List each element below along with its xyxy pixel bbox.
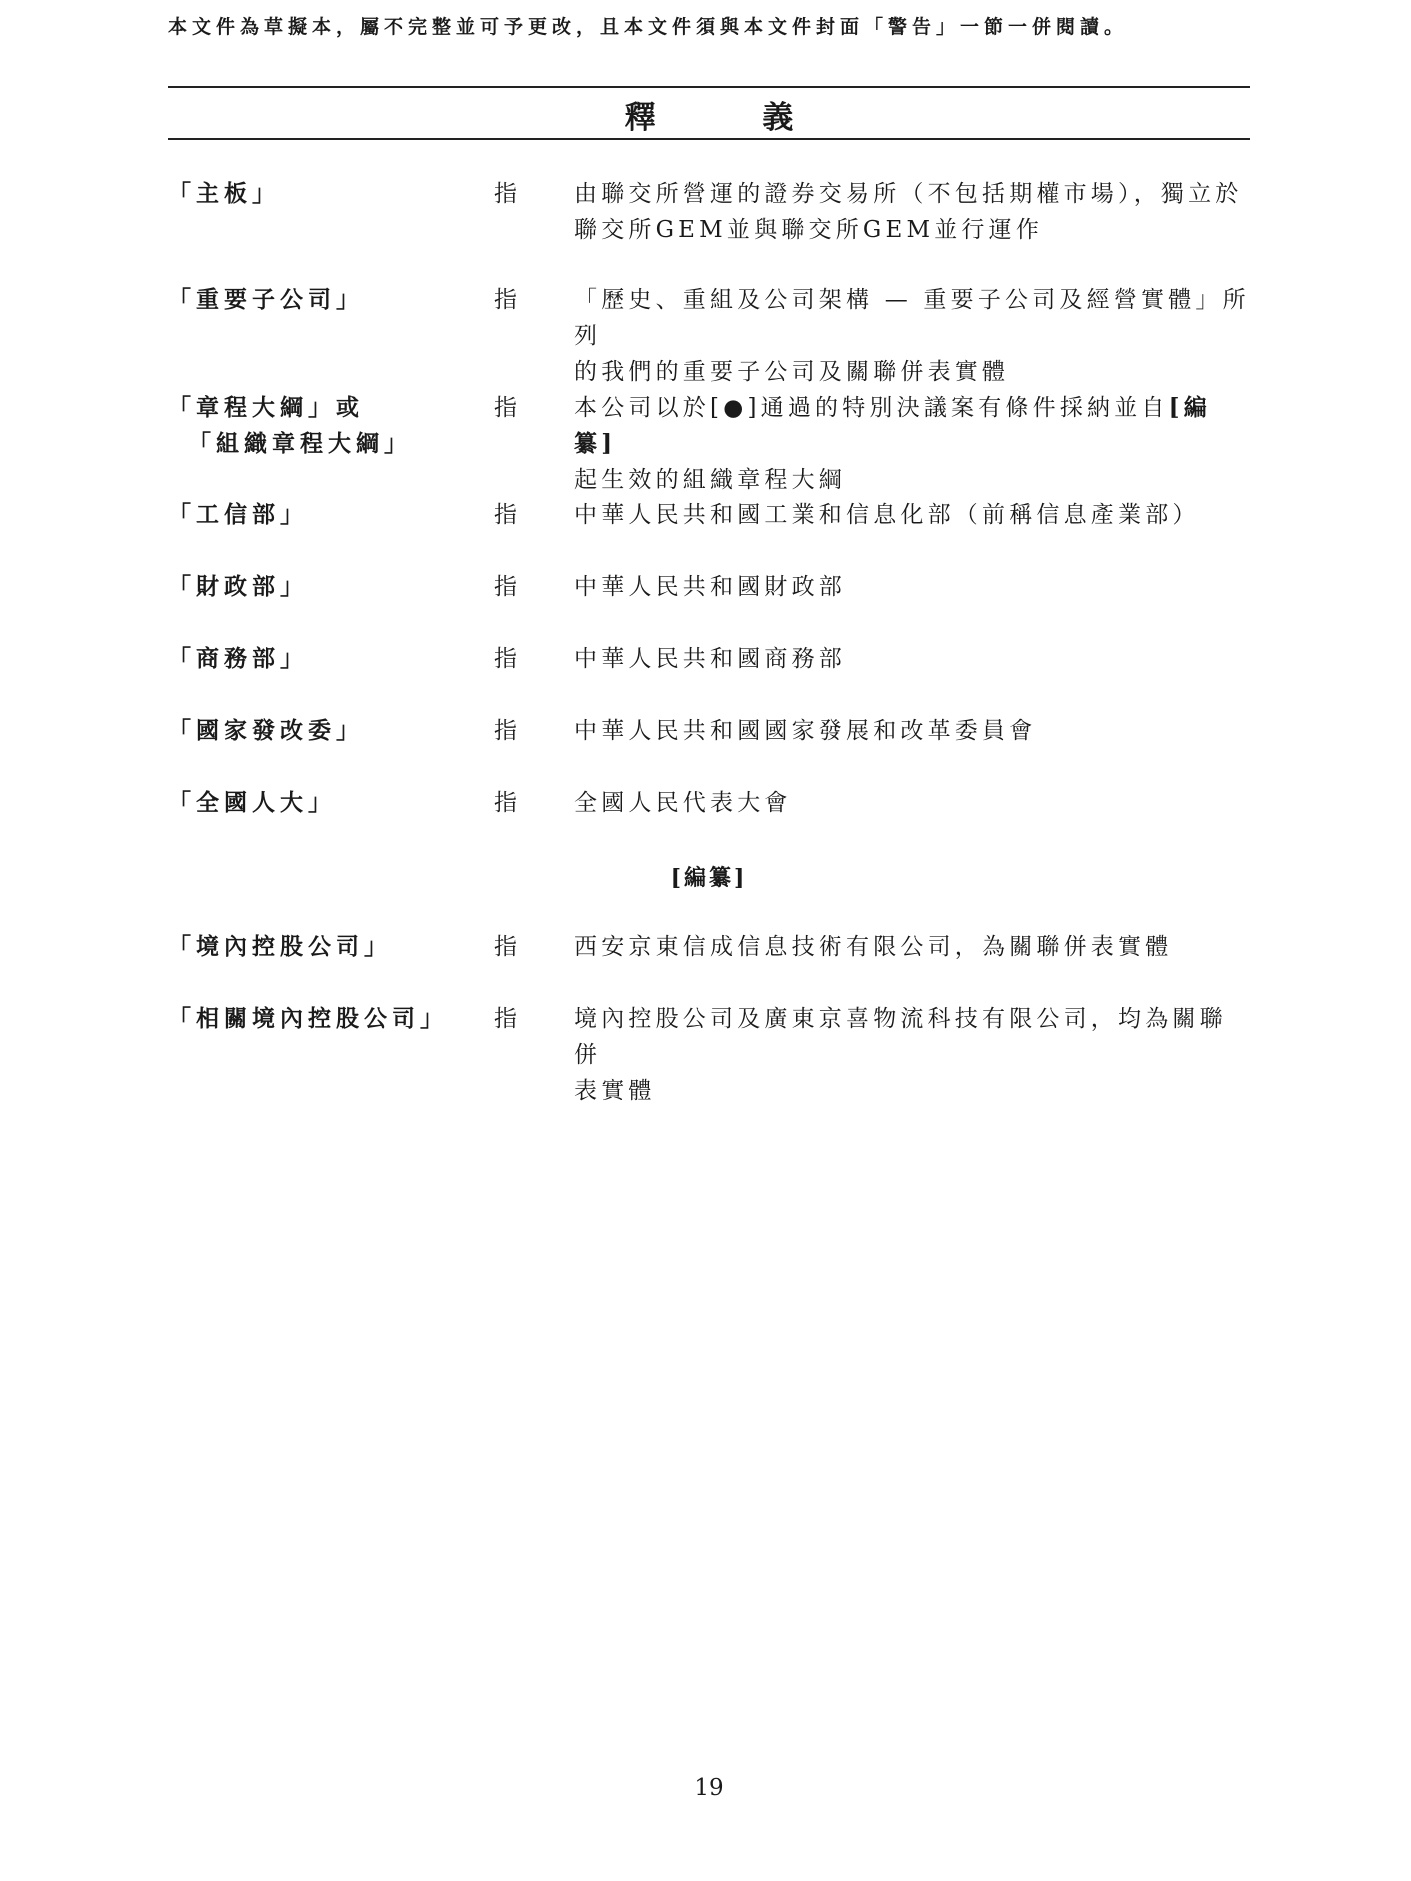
definition-text: 中華人民共和國工業和信息化部（前稱信息產業部） bbox=[574, 502, 1200, 528]
defined-term: 「主板」 bbox=[168, 180, 280, 207]
means-label: 指 bbox=[494, 790, 517, 816]
definition-text: 由聯交所營運的證券交易所（不包括期權市場），獨立於 聯交所GEM並與聯交所GEM並行運作 bbox=[574, 181, 1243, 243]
definition-text: 全國人民代表大會 bbox=[574, 790, 792, 816]
redacted-marker: [編纂] bbox=[670, 865, 748, 891]
defined-term: 「相關境內控股公司」 bbox=[168, 1005, 448, 1032]
means-label: 指 bbox=[494, 395, 517, 421]
definition-text: 中華人民共和國商務部 bbox=[574, 646, 846, 672]
title-bottom-rule bbox=[168, 138, 1250, 140]
title-top-rule bbox=[168, 86, 1250, 88]
means-label: 指 bbox=[494, 718, 517, 744]
defined-term: 「財政部」 bbox=[168, 573, 308, 600]
redacted-inline: [編纂] bbox=[574, 394, 1211, 457]
means-label: 指 bbox=[494, 574, 517, 600]
means-label: 指 bbox=[494, 502, 517, 528]
definition-text: 境內控股公司及廣東京喜物流科技有限公司，均為關聯併 表實體 bbox=[574, 1006, 1227, 1104]
defined-term: 「重要子公司」 bbox=[168, 286, 364, 313]
definition-text: 西安京東信成信息技術有限公司，為關聯併表實體 bbox=[574, 934, 1173, 960]
defined-term: 「章程大綱」或 「組織章程大綱」 bbox=[168, 394, 412, 457]
definition-text: 中華人民共和國財政部 bbox=[574, 574, 846, 600]
page-title: 釋 義 bbox=[624, 100, 842, 136]
defined-term: 「境內控股公司」 bbox=[168, 933, 392, 960]
means-label: 指 bbox=[494, 646, 517, 672]
defined-term: 「工信部」 bbox=[168, 501, 308, 528]
page-number: 19 bbox=[694, 1775, 724, 1801]
means-label: 指 bbox=[494, 934, 517, 960]
definition-text: 中華人民共和國國家發展和改革委員會 bbox=[574, 718, 1037, 744]
defined-term: 「國家發改委」 bbox=[168, 717, 364, 744]
defined-term: 「全國人大」 bbox=[168, 789, 336, 816]
means-label: 指 bbox=[494, 181, 517, 207]
defined-term: 「商務部」 bbox=[168, 645, 308, 672]
definition-text: 「歷史、重組及公司架構 — 重要子公司及經營實體」所列 的我們的重要子公司及關聯併表實體 bbox=[574, 287, 1250, 385]
means-label: 指 bbox=[494, 1006, 517, 1032]
draft-warning-notice: 本文件為草擬本，屬不完整並可予更改，且本文件須與本文件封面「警告」一節一併閱讀。 bbox=[168, 16, 1129, 38]
means-label: 指 bbox=[494, 287, 517, 313]
definition-text: 本公司以於[●]通過的特別決議案有條件採納並自[編纂] 起生效的組織章程大綱 bbox=[574, 394, 1211, 493]
